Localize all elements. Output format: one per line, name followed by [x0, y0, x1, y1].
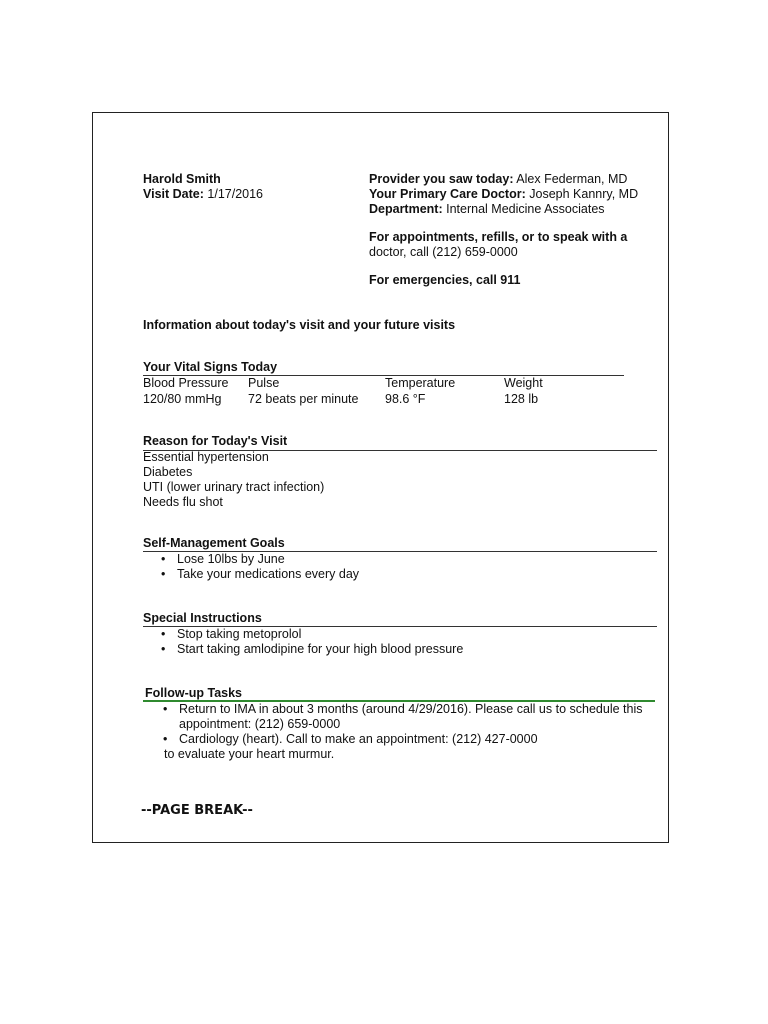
vitals-val-weight: 128 lb: [504, 392, 539, 406]
pcp-label: Your Primary Care Doctor:: [369, 187, 526, 201]
followup-item: [145, 732, 642, 762]
followup-item-line: to evaluate your heart murmur.: [164, 747, 335, 761]
reason-heading: Reason for Today's Visit: [143, 434, 288, 448]
pcp-line: [369, 187, 638, 202]
vitals-col-blood-pressure: Blood Pressure: [143, 376, 229, 390]
followup-item-line: Cardiology (heart). Call to make an appointment: (212) 427-0000: [179, 732, 538, 746]
vitals-col-temperature: Temperature: [385, 376, 456, 390]
instructions-heading: Special Instructions: [143, 611, 262, 625]
vitals-col-weight: Weight: [504, 376, 543, 390]
followup-item-line: appointment: (212) 659-0000: [179, 717, 341, 731]
provider-line: [369, 172, 627, 187]
pcp-value: Joseph Kannry, MD: [529, 187, 639, 201]
visit-date-label: Visit Date:: [143, 187, 204, 201]
reason-item: Needs flu shot: [143, 495, 223, 509]
reason-item: UTI (lower urinary tract infection): [143, 480, 325, 494]
department-line: [369, 202, 605, 217]
visit-date-value: 1/17/2016: [207, 187, 263, 201]
instruction-item: • Start taking amlodipine for your high blood pressure: [143, 642, 463, 657]
department-value: Internal Medicine Associates: [446, 202, 605, 216]
patient-name: Harold Smith: [143, 172, 221, 186]
followup-item: [145, 702, 642, 732]
provider-label: Provider you saw today:: [369, 172, 514, 186]
reason-item: Essential hypertension: [143, 450, 269, 464]
vitals-val-pulse: 72 beats per minute: [248, 392, 359, 406]
visit-date-line: [143, 187, 263, 202]
followup-list: [145, 702, 642, 762]
intro-heading: Information about today's visit and your future visits: [143, 318, 456, 332]
vitals-col-pulse: Pulse: [248, 376, 280, 390]
goal-item: • Take your medications every day: [143, 567, 359, 582]
vitals-val-temperature: 98.6 °F: [385, 392, 426, 406]
goals-heading: Self-Management Goals: [143, 536, 285, 550]
instruction-item: • Stop taking metoprolol: [143, 627, 463, 642]
goal-item: • Lose 10lbs by June: [143, 552, 359, 567]
followup-item-line: Return to IMA in about 3 months (around 4/29/2016). Please call us to schedule this: [179, 702, 643, 716]
followup-heading: Follow-up Tasks: [145, 686, 242, 700]
goals-list: [143, 552, 359, 582]
vitals-heading: Your Vital Signs Today: [143, 360, 278, 374]
appointments-line-1: For appointments, refills, or to speak with a: [369, 230, 628, 244]
instructions-list: [143, 627, 463, 657]
reason-item: Diabetes: [143, 465, 193, 479]
appointments-line-2: doctor, call (212) 659-0000: [369, 245, 518, 259]
provider-value: Alex Federman, MD: [516, 172, 628, 186]
department-label: Department:: [369, 202, 443, 216]
vitals-val-blood-pressure: 120/80 mmHg: [143, 392, 222, 406]
emergency-line: For emergencies, call 911: [369, 273, 521, 287]
document-page: [92, 112, 669, 843]
page-break-marker: --PAGE BREAK--: [141, 803, 253, 818]
